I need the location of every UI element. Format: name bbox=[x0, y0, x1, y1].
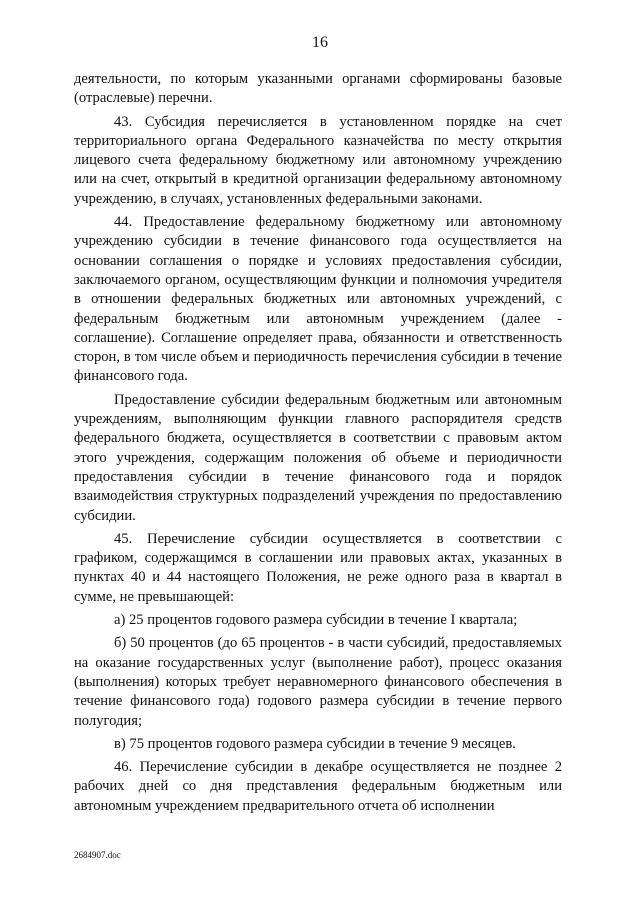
paragraph-43: 43. Субсидия перечисляется в установленном порядке на счет территориального органа Федерального казначейства по месту открытия лицевого счета федеральному бюджетному или автономному учреждению или на счет, открытый в кредитной организации федеральному автономному учреждению, в случаях, установленных федеральными законами. bbox=[74, 113, 562, 207]
document-body bbox=[74, 70, 562, 816]
paragraph-45-b: б) 50 процентов (до 65 процентов - в части субсидий, предоставляемых на оказание государственных услуг (выполнение работ), процесс оказания (выполнения) которых требует неравномерного финансового обеспечения в течение финансового года) годового размера субсидии в течение первого полугодия; bbox=[74, 635, 562, 729]
page-number: 16 bbox=[312, 34, 328, 51]
paragraph-45-c: в) 75 процентов годового размера субсидии в течение 9 месяцев. bbox=[114, 735, 516, 752]
paragraph-44-continued: Предоставление субсидии федеральным бюджетным или автономным учреждениям, выполняющим функции главного распорядителя средств федерального бюджета, осуществляется в соответствии с правовым актом этого учреждения, содержащим положения об объеме и периодичности предоставления субсидии в течение финансового года и порядок взаимодействия структурных подразделений учреждения по предоставлению субсидии. bbox=[74, 391, 562, 524]
paragraph-continuation: деятельности, по которым указанными органами сформированы базовые (отраслевые) перечни. bbox=[74, 71, 562, 107]
paragraph-44: 44. Предоставление федеральному бюджетному или автономному учреждению субсидии в течение финансового года осуществляется на основании соглашения о порядке и условиях предоставления субсидии, заключаемого органом, осуществляющим функции и полномочия учредителя в отношении федеральных бюджетных или автономных учреждений, с федеральным бюджетным или автономным учреждением (далее - соглашение). Соглашение определяет права, обязанности и ответственность сторон, в том числе объем и периодичность перечисления субсидии в течение финансового года. bbox=[74, 214, 562, 385]
paragraph-46: 46. Перечисление субсидии в декабре осуществляется не позднее 2 рабочих дней со дня представления федеральным бюджетным или автономным учреждением предварительного отчета об исполнении bbox=[74, 759, 562, 814]
paragraph-45: 45. Перечисление субсидии осуществляется в соответствии с графиком, содержащимся в соглашении или правовых актах, указанных в пунктах 40 и 44 настоящего Положения, не реже одного раза в квартал в сумме, не превышающей: bbox=[74, 530, 562, 605]
footer-filename: 2684907.doc bbox=[74, 850, 121, 860]
paragraph-45-a: а) 25 процентов годового размера субсидии в течение I квартала; bbox=[114, 612, 518, 629]
